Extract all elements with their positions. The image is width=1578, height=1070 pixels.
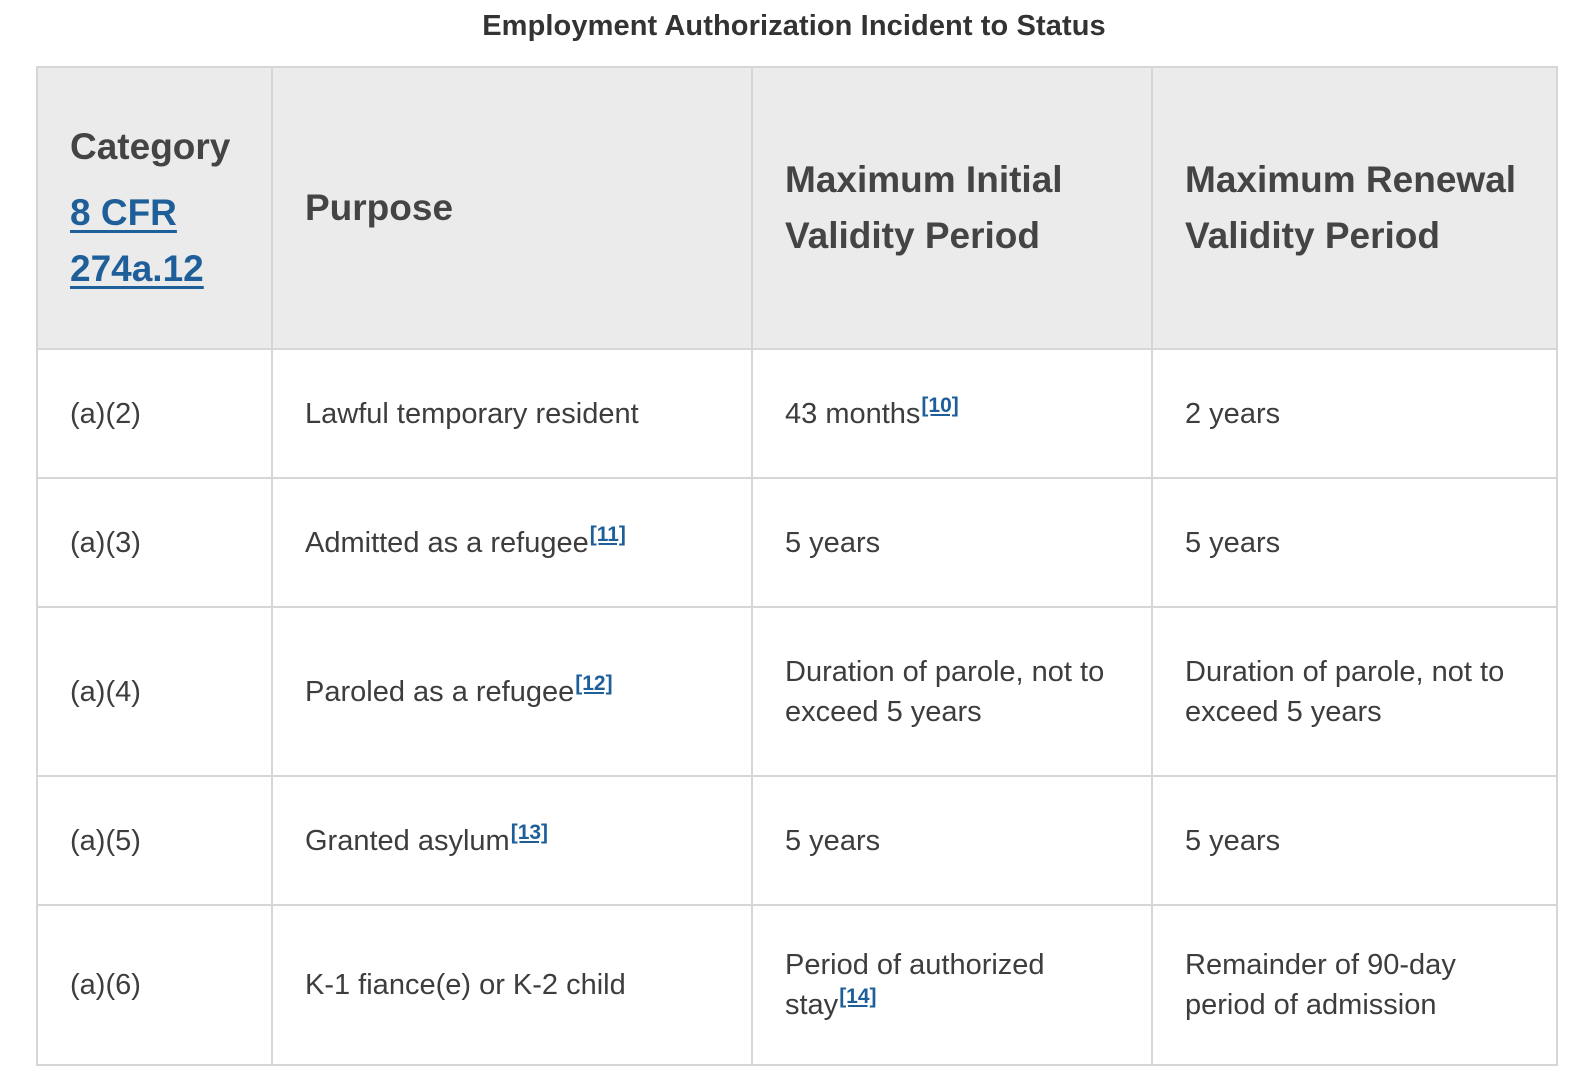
footnote-link-10[interactable]: [10] — [921, 393, 959, 417]
category-cell: (a)(3) — [37, 478, 272, 607]
category-cell: (a)(6) — [37, 905, 272, 1065]
initial-validity-text: 43 months — [785, 397, 921, 430]
purpose-text: K-1 fiance(e) or K-2 child — [305, 969, 626, 1001]
purpose-cell — [272, 776, 752, 905]
renewal-validity-cell: 5 years — [1152, 776, 1557, 905]
header-renewal-validity — [1152, 67, 1557, 349]
purpose-text: Paroled as a refugee — [305, 675, 575, 708]
header-renewal-line-1: Maximum Renewal — [1185, 159, 1517, 200]
purpose-text: Admitted as a refugee — [305, 526, 589, 559]
table-row — [37, 607, 1557, 776]
header-initial-line-2: Validity Period — [785, 215, 1040, 256]
header-category — [37, 67, 272, 349]
cfr-citation-link[interactable] — [70, 185, 239, 297]
employment-authorization-table — [36, 66, 1558, 1066]
purpose-text: Lawful temporary resident — [305, 397, 639, 430]
renewal-validity-cell: Duration of parole, not to exceed 5 years — [1152, 607, 1557, 776]
purpose-cell — [272, 478, 752, 607]
initial-validity-text: Period of authorized stay — [785, 949, 1045, 1021]
header-initial-validity — [752, 67, 1152, 349]
renewal-validity-cell: 5 years — [1152, 478, 1557, 607]
footnote-link-13[interactable]: [13] — [510, 820, 549, 844]
header-row — [37, 67, 1557, 349]
cfr-link-line-2: 274a.12 — [70, 248, 204, 289]
purpose-text: Granted asylum — [305, 824, 510, 857]
table-row — [37, 349, 1557, 478]
category-cell: (a)(4) — [37, 607, 272, 776]
table-row — [37, 905, 1557, 1065]
renewal-validity-cell: Remainder of 90-day period of admission — [1152, 905, 1557, 1065]
initial-validity-cell: 5 years — [752, 776, 1152, 905]
header-renewal-line-2: Validity Period — [1185, 215, 1440, 256]
initial-validity-cell — [752, 905, 1152, 1065]
initial-validity-cell — [752, 349, 1152, 478]
purpose-cell — [272, 607, 752, 776]
category-cell: (a)(2) — [37, 349, 272, 478]
table-row — [37, 776, 1557, 905]
footnote-link-14[interactable]: [14] — [839, 985, 877, 1009]
header-category-label: Category — [70, 126, 231, 167]
header-purpose — [272, 67, 752, 349]
purpose-cell — [272, 905, 752, 1065]
footnote-link-12[interactable]: [12] — [575, 671, 613, 695]
category-cell: (a)(5) — [37, 776, 272, 905]
renewal-validity-cell: 2 years — [1152, 349, 1557, 478]
table-caption: Employment Authorization Incident to Status — [482, 10, 1106, 42]
purpose-cell — [272, 349, 752, 478]
footnote-link-11[interactable]: [11] — [589, 522, 626, 546]
table-row — [37, 478, 1557, 607]
header-purpose-label: Purpose — [305, 187, 454, 228]
header-initial-line-1: Maximum Initial — [785, 159, 1063, 200]
initial-validity-cell: Duration of parole, not to exceed 5 years — [752, 607, 1152, 776]
initial-validity-cell: 5 years — [752, 478, 1152, 607]
cfr-link-line-1: 8 CFR — [70, 192, 177, 233]
